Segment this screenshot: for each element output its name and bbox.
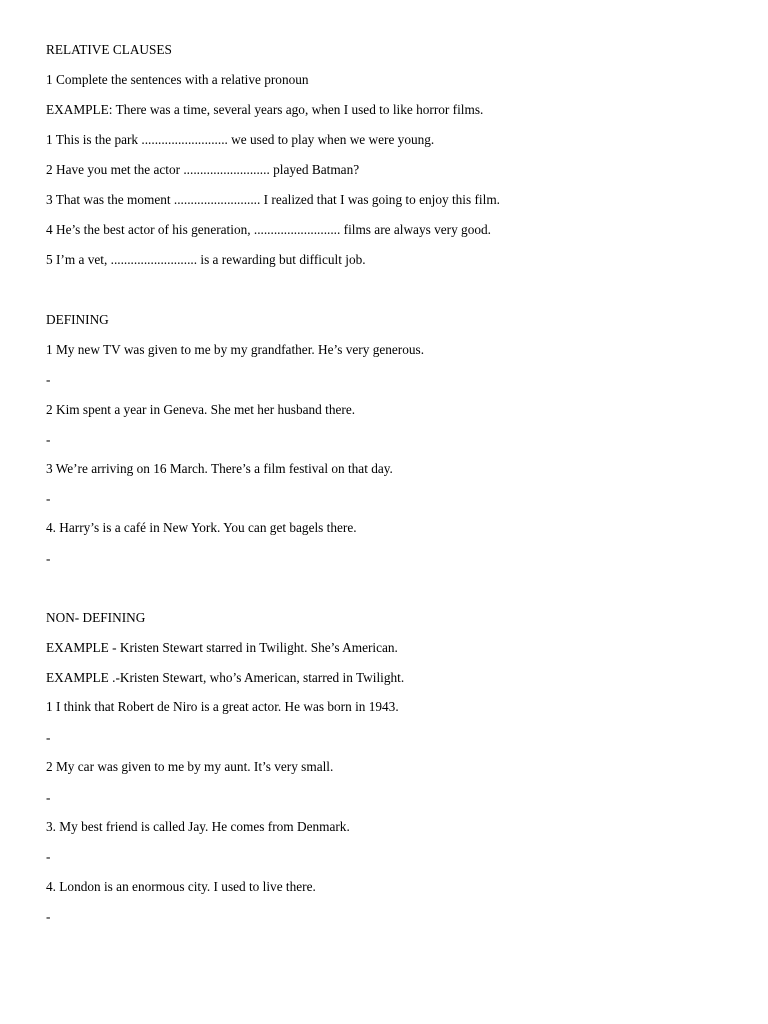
defining-item-1-prompt: 1 My new TV was given to me by my grandfather. He’s very generous. [46,342,425,357]
non-defining-item-1-answer: - [46,730,51,745]
non-defining-example-1: EXAMPLE - Kristen Stewart starred in Twilight. She’s American. [46,640,398,655]
defining-item-1-answer: - [46,372,51,387]
defining-item-2-prompt: 2 Kim spent a year in Geneva. She met her husband there. [46,402,356,417]
section-title: RELATIVE CLAUSES [46,42,172,57]
non-defining-item-3-answer: - [46,849,51,864]
defining-item-3-answer: - [46,491,51,506]
exercise-instruction: 1 Complete the sentences with a relative pronoun [46,72,309,87]
exercise-item-5: 5 I’m a vet, .......................... is a rewarding but difficult job. [46,252,366,267]
non-defining-item-4-answer: - [46,909,51,924]
non-defining-item-2-answer: - [46,790,51,805]
exercise-item-3: 3 That was the moment .......................... I realized that I was going to enjoy this film. [46,192,500,207]
non-defining-item-2-prompt: 2 My car was given to me by my aunt. It’s very small. [46,759,334,774]
exercise-item-2: 2 Have you met the actor .......................... played Batman? [46,162,360,177]
defining-item-4-answer: - [46,551,51,566]
non-defining-item-4-prompt: 4. London is an enormous city. I used to live there. [46,879,316,894]
defining-item-2-answer: - [46,432,51,447]
non-defining-item-3-prompt: 3. My best friend is called Jay. He comes from Denmark. [46,819,350,834]
exercise-item-1: 1 This is the park .......................... we used to play when we were young. [46,132,435,147]
non-defining-heading: NON- DEFINING [46,610,146,625]
exercise-example: EXAMPLE: There was a time, several years ago, when I used to like horror films. [46,102,484,117]
non-defining-item-1-prompt: 1 I think that Robert de Niro is a great actor. He was born in 1943. [46,699,399,714]
defining-heading: DEFINING [46,312,109,327]
defining-item-3-prompt: 3 We’re arriving on 16 March. There’s a film festival on that day. [46,461,393,476]
non-defining-example-2: EXAMPLE .-Kristen Stewart, who’s American, starred in Twilight. [46,670,405,685]
exercise-item-4: 4 He’s the best actor of his generation, .......................... films are always very good. [46,222,491,237]
defining-item-4-prompt: 4. Harry’s is a café in New York. You can get bagels there. [46,520,357,535]
